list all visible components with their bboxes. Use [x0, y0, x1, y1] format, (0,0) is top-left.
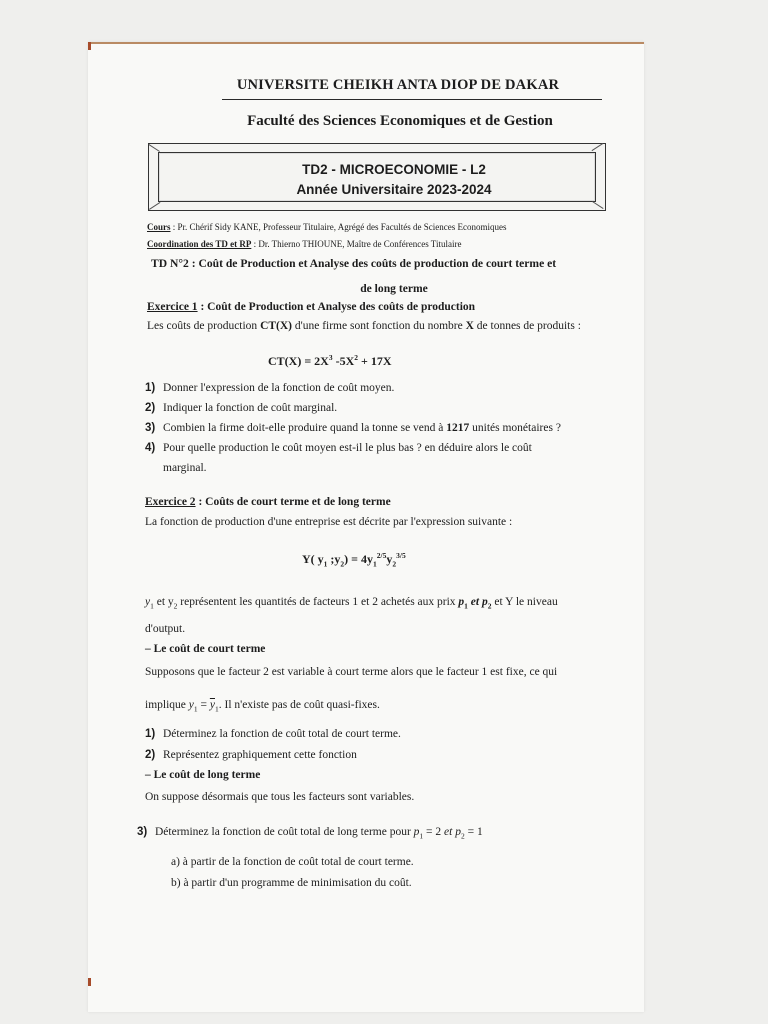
exercise2-title: : Coûts de court terme et de long terme: [195, 496, 391, 508]
ex2-question-3a: a) à partir de la fonction de coût total de court terme.: [171, 856, 414, 868]
coordination-credit: [147, 239, 461, 249]
ex2-question-3: 3) Déterminez la fonction de coût total de long terme pour $p_1 = 2$ et $p_2 = 1$: [137, 826, 483, 841]
paper-top-edge: [88, 42, 644, 44]
faculty-name: Faculté des Sciences Economiques et de Gestion: [247, 113, 553, 129]
course-text: : Pr. Chérif Sidy KANE, Professeur Titulaire, Agrégé des Facultés de Sciences Economiques: [170, 222, 507, 232]
cost-formula: $CT(X) = 2X^3$ $-5X^2 + 17X$: [268, 353, 392, 368]
ex1-question-4: 4) Pour quelle production le coût moyen est-il le plus bas ? en déduire alors le coût: [145, 442, 532, 454]
ex2-question-2: 2) Représentez graphiquement cette fonction: [145, 749, 357, 761]
university-name: UNIVERSITE CHEIKH ANTA DIOP DE DAKAR: [236, 77, 560, 93]
td-heading-line1: TD N°2 : Coût de Production et Analyse des coûts de production de court terme et: [151, 257, 557, 270]
course-credit: [147, 222, 506, 232]
academic-year: Année Universitaire 2023-2024: [296, 182, 492, 197]
header-rule: [222, 99, 602, 100]
ex1-question-3: 3) Combien la firme doit-elle produire quand la tonne se vend à 1217 unités monétaires ?: [145, 422, 561, 434]
long-term-text: On suppose désormais que tous les facteurs sont variables.: [145, 791, 415, 803]
exercise1-title: : Coût de Production et Analyse des coûts de production: [197, 301, 476, 313]
paper-bottom-mark: [88, 978, 91, 986]
coordination-text: : Dr. Thierno THIOUNE, Maître de Conférences Titulaire: [251, 239, 462, 249]
frame-corner: [148, 144, 160, 152]
td-heading-line2: de long terme: [360, 282, 428, 295]
factors-sentence: $y_1$ et $y_2$ représentent les quantités de facteurs 1 et 2 achetés aux prix $p_1$ et $p_2$ et Y le niveau: [145, 596, 558, 611]
short-term-heading: – Le coût de court terme: [145, 643, 266, 655]
exercise2-intro: La fonction de production d'une entreprise est décrite par l'expression suivante :: [145, 516, 513, 528]
exercise1-heading: [147, 301, 475, 313]
ex2-question-3b: b) à partir d'un programme de minimisation du coût.: [171, 877, 412, 889]
production-formula: Y( $y_1$ $;y_2) = 4y_1^{2/5}y_2^{3/5}$: [302, 551, 406, 569]
course-label: Cours: [147, 222, 171, 232]
frame-corner: [592, 201, 604, 209]
exercise2-heading: [145, 496, 391, 508]
short-term-text-cont: implique $y_1 = \overline{y}_1$. Il n'existe pas de coût quasi-fixes.: [145, 699, 380, 714]
ex1-question-2: 2) Indiquer la fonction de coût marginal.: [145, 402, 338, 414]
frame-corner: [591, 143, 603, 151]
paper-corner-mark: [88, 42, 91, 50]
exercise2-label: Exercice 2: [145, 496, 196, 508]
frame-corner: [149, 202, 161, 210]
ex1-question-4-cont: marginal.: [163, 462, 207, 474]
factors-sentence-cont: d'output.: [145, 623, 186, 635]
short-term-text: Supposons que le facteur 2 est variable à court terme alors que le facteur 1 est fixe, ce qui: [145, 666, 558, 678]
exercise1-intro: Les coûts de production CT(X) d'une firme sont fonction du nombre X de tonnes de produits :: [147, 320, 581, 332]
long-term-heading: – Le coût de long terme: [145, 769, 261, 781]
document-title: TD2 - MICROECONOMIE - L2: [302, 162, 486, 177]
title-box: [148, 143, 606, 211]
coordination-label: Coordination des TD et RP: [147, 239, 252, 249]
ex2-question-1: 1) Déterminez la fonction de coût total de court terme.: [145, 728, 401, 740]
ex1-question-1: 1) Donner l'expression de la fonction de coût moyen.: [145, 382, 395, 394]
exercise1-label: Exercice 1: [147, 301, 198, 313]
